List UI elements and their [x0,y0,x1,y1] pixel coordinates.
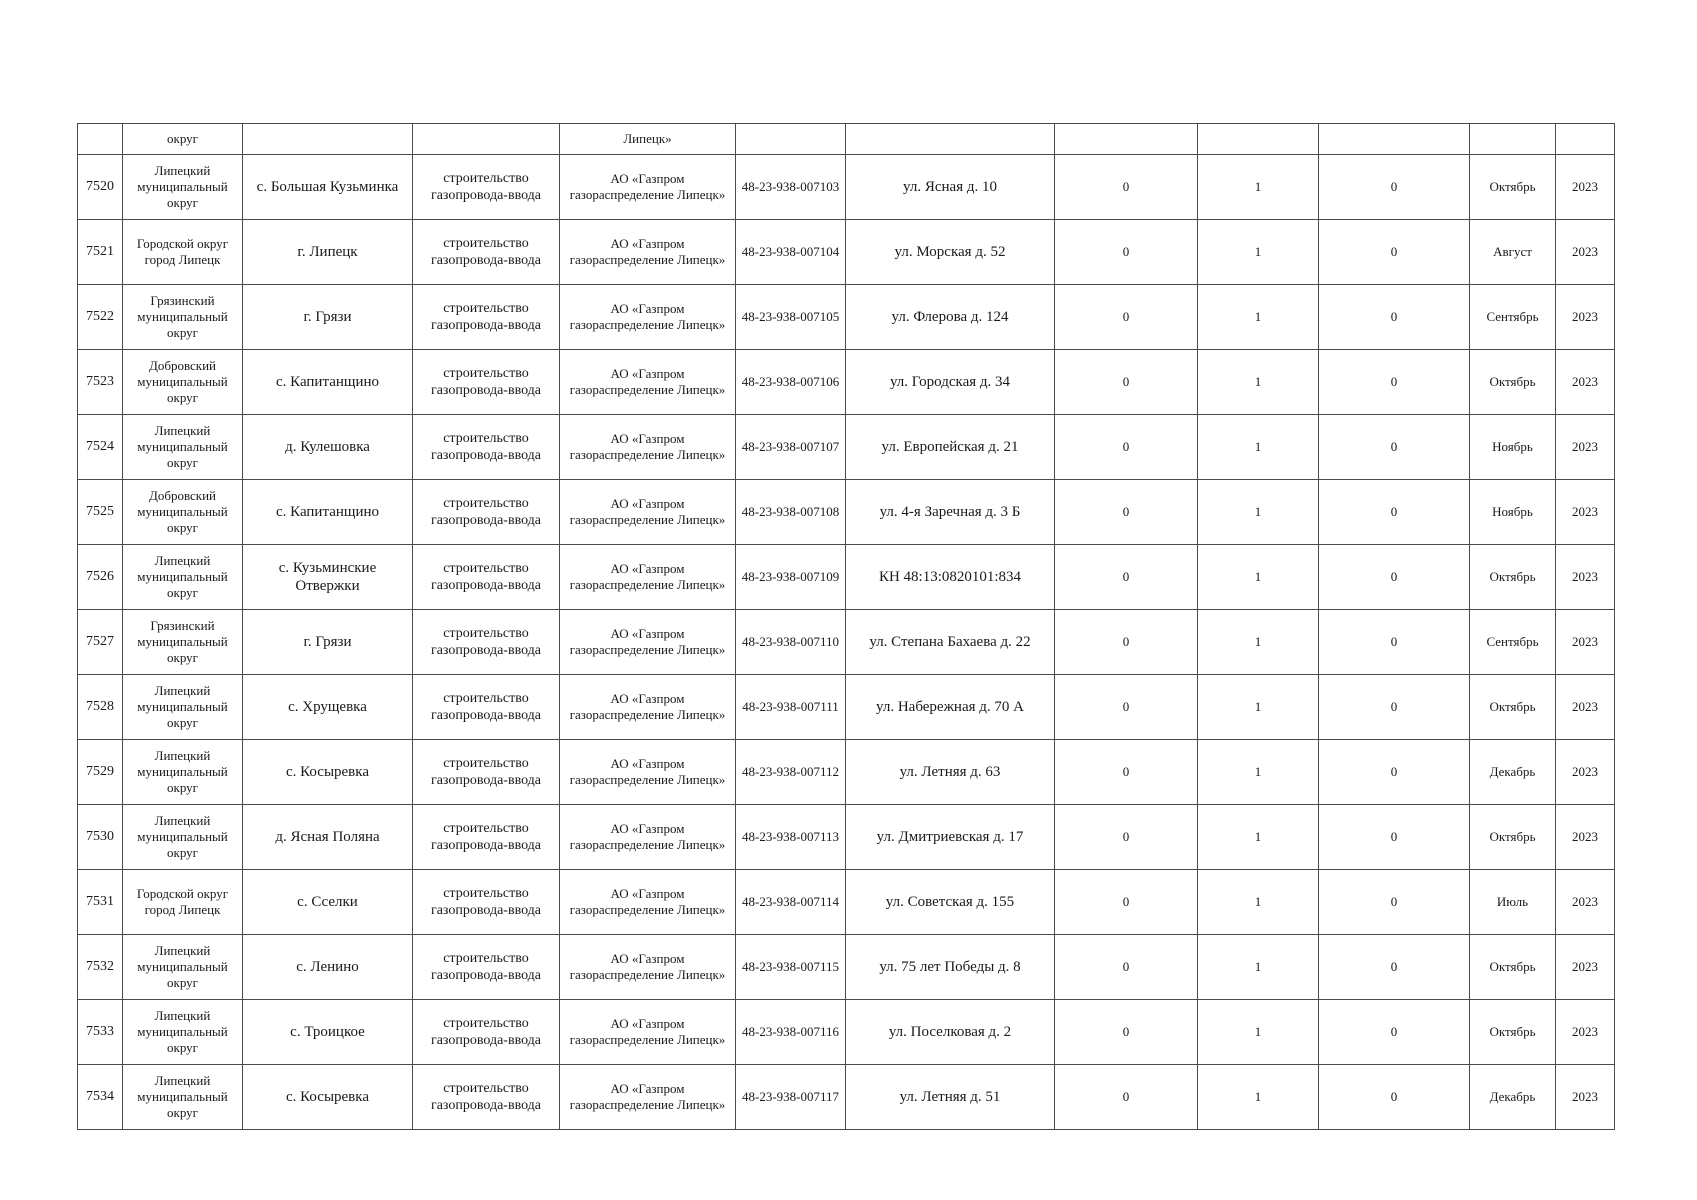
cell-district: Липецкий муниципальный округ [123,1065,243,1130]
cell-month: Декабрь [1470,740,1556,805]
cell-district: Городской округ город Липецк [123,220,243,285]
cell-locality [243,124,413,155]
cell-value-1: 0 [1055,220,1198,285]
cell-value-2: 1 [1198,740,1319,805]
cell-value-1: 0 [1055,350,1198,415]
cell-month: Сентябрь [1470,285,1556,350]
cell-work-type: строительство газопровода-ввода [413,870,560,935]
cell-district: Грязинский муниципальный округ [123,285,243,350]
cell-value-2: 1 [1198,545,1319,610]
cell-organization: АО «Газпром газораспределение Липецк» [560,675,736,740]
cell-value-2: 1 [1198,285,1319,350]
cell-value-3: 0 [1319,610,1470,675]
cell-year [1556,124,1615,155]
table-row [78,155,1615,220]
cell-year: 2023 [1556,675,1615,740]
cell-locality: с. Троицкое [243,1000,413,1065]
cell-address: ул. 4-я Заречная д. 3 Б [846,480,1055,545]
cell-value-2: 1 [1198,935,1319,1000]
cell-work-type: строительство газопровода-ввода [413,480,560,545]
cell-locality: д. Кулешовка [243,415,413,480]
cell-month: Октябрь [1470,805,1556,870]
cell-value-2: 1 [1198,220,1319,285]
cell-address: ул. Набережная д. 70 А [846,675,1055,740]
cell-year: 2023 [1556,740,1615,805]
cell-code: 48-23-938-007108 [736,480,846,545]
cell-number: 7520 [78,155,123,220]
cell-value-1: 0 [1055,870,1198,935]
cell-work-type: строительство газопровода-ввода [413,220,560,285]
cell-code: 48-23-938-007109 [736,545,846,610]
cell-organization: АО «Газпром газораспределение Липецк» [560,610,736,675]
cell-value-2: 1 [1198,350,1319,415]
cell-address: ул. Поселковая д. 2 [846,1000,1055,1065]
cell-year: 2023 [1556,545,1615,610]
cell-value-3: 0 [1319,935,1470,1000]
cell-work-type: строительство газопровода-ввода [413,675,560,740]
cell-address: ул. Степана Бахаева д. 22 [846,610,1055,675]
cell-month: Ноябрь [1470,415,1556,480]
cell-locality: г. Грязи [243,285,413,350]
cell-address: КН 48:13:0820101:834 [846,545,1055,610]
cell-address: ул. 75 лет Победы д. 8 [846,935,1055,1000]
cell-district: Грязинский муниципальный округ [123,610,243,675]
cell-month: Октябрь [1470,1000,1556,1065]
cell-month: Октябрь [1470,155,1556,220]
cell-month: Август [1470,220,1556,285]
cell-organization: АО «Газпром газораспределение Липецк» [560,285,736,350]
cell-locality: с. Косыревка [243,1065,413,1130]
cell-year: 2023 [1556,1000,1615,1065]
cell-organization: АО «Газпром газораспределение Липецк» [560,870,736,935]
cell-number: 7521 [78,220,123,285]
cell-value-2: 1 [1198,1000,1319,1065]
cell-number: 7534 [78,1065,123,1130]
cell-value-2: 1 [1198,480,1319,545]
table-row [78,610,1615,675]
cell-value-1: 0 [1055,675,1198,740]
cell-month: Июль [1470,870,1556,935]
cell-organization: АО «Газпром газораспределение Липецк» [560,480,736,545]
cell-code: 48-23-938-007107 [736,415,846,480]
cell-work-type: строительство газопровода-ввода [413,285,560,350]
table-row [78,740,1615,805]
cell-work-type: строительство газопровода-ввода [413,155,560,220]
cell-code: 48-23-938-007112 [736,740,846,805]
table-row [78,935,1615,1000]
cell-value-1: 0 [1055,545,1198,610]
cell-value-2: 1 [1198,675,1319,740]
cell-district: Добровский муниципальный округ [123,350,243,415]
cell-number: 7522 [78,285,123,350]
cell-address: ул. Европейская д. 21 [846,415,1055,480]
cell-code: 48-23-938-007117 [736,1065,846,1130]
cell-value-1: 0 [1055,1000,1198,1065]
cell-organization: АО «Газпром газораспределение Липецк» [560,1065,736,1130]
cell-number: 7530 [78,805,123,870]
cell-value-2: 1 [1198,155,1319,220]
cell-value-2: 1 [1198,870,1319,935]
cell-value-3: 0 [1319,285,1470,350]
cell-work-type: строительство газопровода-ввода [413,415,560,480]
cell-year: 2023 [1556,610,1615,675]
table-row [78,1065,1615,1130]
cell-value-3: 0 [1319,1000,1470,1065]
cell-value-1: 0 [1055,740,1198,805]
cell-value-2: 1 [1198,805,1319,870]
cell-address: ул. Советская д. 155 [846,870,1055,935]
cell-work-type [413,124,560,155]
cell-year: 2023 [1556,155,1615,220]
cell-address: ул. Флерова д. 124 [846,285,1055,350]
cell-organization: АО «Газпром газораспределение Липецк» [560,805,736,870]
cell-code: 48-23-938-007115 [736,935,846,1000]
cell-code: 48-23-938-007103 [736,155,846,220]
cell-work-type: строительство газопровода-ввода [413,935,560,1000]
cell-number: 7532 [78,935,123,1000]
cell-month: Октябрь [1470,545,1556,610]
cell-value-2: 1 [1198,415,1319,480]
cell-work-type: строительство газопровода-ввода [413,805,560,870]
cell-work-type: строительство газопровода-ввода [413,1065,560,1130]
cell-organization: АО «Газпром газораспределение Липецк» [560,1000,736,1065]
cell-month [1470,124,1556,155]
cell-number: 7524 [78,415,123,480]
cell-year: 2023 [1556,415,1615,480]
cell-year: 2023 [1556,1065,1615,1130]
continuation-row [78,124,1615,155]
cell-year: 2023 [1556,285,1615,350]
cell-address: ул. Городская д. 34 [846,350,1055,415]
cell-organization: АО «Газпром газораспределение Липецк» [560,350,736,415]
cell-month: Сентябрь [1470,610,1556,675]
cell-locality: д. Ясная Поляна [243,805,413,870]
cell-value-1: 0 [1055,610,1198,675]
cell-address: ул. Морская д. 52 [846,220,1055,285]
cell-value-3: 0 [1319,740,1470,805]
cell-value-2: 1 [1198,610,1319,675]
cell-district: округ [123,124,243,155]
cell-district: Липецкий муниципальный округ [123,805,243,870]
cell-number: 7526 [78,545,123,610]
cell-month: Октябрь [1470,675,1556,740]
cell-number: 7533 [78,1000,123,1065]
cell-code: 48-23-938-007106 [736,350,846,415]
cell-locality: г. Грязи [243,610,413,675]
cell-district: Липецкий муниципальный округ [123,740,243,805]
cell-locality: с. Большая Кузьминка [243,155,413,220]
cell-number: 7529 [78,740,123,805]
cell-code: 48-23-938-007105 [736,285,846,350]
gas-connection-table [77,123,1615,1130]
cell-organization: АО «Газпром газораспределение Липецк» [560,220,736,285]
cell-number: 7525 [78,480,123,545]
cell-number: 7523 [78,350,123,415]
cell-month: Октябрь [1470,350,1556,415]
table-row [78,415,1615,480]
cell-month: Октябрь [1470,935,1556,1000]
cell-value-1: 0 [1055,155,1198,220]
cell-district: Липецкий муниципальный округ [123,935,243,1000]
cell-value-3: 0 [1319,805,1470,870]
cell-work-type: строительство газопровода-ввода [413,1000,560,1065]
cell-organization: АО «Газпром газораспределение Липецк» [560,155,736,220]
cell-year: 2023 [1556,480,1615,545]
cell-district: Липецкий муниципальный округ [123,415,243,480]
cell-number: 7531 [78,870,123,935]
cell-address: ул. Летняя д. 63 [846,740,1055,805]
table-row [78,805,1615,870]
table-row [78,545,1615,610]
document-page [77,123,1615,1130]
cell-value-3: 0 [1319,675,1470,740]
cell-value-1: 0 [1055,415,1198,480]
cell-code: 48-23-938-007113 [736,805,846,870]
cell-value-3: 0 [1319,870,1470,935]
cell-code: 48-23-938-007104 [736,220,846,285]
cell-value-1: 0 [1055,1065,1198,1130]
table-row [78,480,1615,545]
cell-year: 2023 [1556,805,1615,870]
cell-value-2 [1198,124,1319,155]
table-row [78,350,1615,415]
cell-locality: с. Капитанщино [243,480,413,545]
cell-value-3: 0 [1319,415,1470,480]
cell-value-2: 1 [1198,1065,1319,1130]
cell-value-1 [1055,124,1198,155]
cell-address [846,124,1055,155]
cell-address: ул. Летняя д. 51 [846,1065,1055,1130]
table-row [78,1000,1615,1065]
cell-value-3 [1319,124,1470,155]
cell-value-3: 0 [1319,480,1470,545]
cell-locality: с. Сселки [243,870,413,935]
cell-organization: АО «Газпром газораспределение Липецк» [560,415,736,480]
table-row [78,675,1615,740]
cell-year: 2023 [1556,220,1615,285]
cell-value-3: 0 [1319,350,1470,415]
cell-district: Городской округ город Липецк [123,870,243,935]
cell-value-3: 0 [1319,545,1470,610]
table-row [78,285,1615,350]
cell-organization: АО «Газпром газораспределение Липецк» [560,740,736,805]
cell-work-type: строительство газопровода-ввода [413,740,560,805]
table-body [78,124,1615,1130]
cell-work-type: строительство газопровода-ввода [413,545,560,610]
cell-value-1: 0 [1055,935,1198,1000]
cell-organization: Липецк» [560,124,736,155]
table-row [78,220,1615,285]
cell-code: 48-23-938-007116 [736,1000,846,1065]
cell-month: Декабрь [1470,1065,1556,1130]
cell-organization: АО «Газпром газораспределение Липецк» [560,545,736,610]
cell-value-1: 0 [1055,805,1198,870]
cell-district: Добровский муниципальный округ [123,480,243,545]
cell-value-3: 0 [1319,155,1470,220]
cell-code [736,124,846,155]
cell-locality: г. Липецк [243,220,413,285]
cell-work-type: строительство газопровода-ввода [413,350,560,415]
cell-address: ул. Дмитриевская д. 17 [846,805,1055,870]
cell-address: ул. Ясная д. 10 [846,155,1055,220]
cell-value-3: 0 [1319,220,1470,285]
cell-year: 2023 [1556,350,1615,415]
cell-value-3: 0 [1319,1065,1470,1130]
cell-district: Липецкий муниципальный округ [123,545,243,610]
cell-locality: с. Хрущевка [243,675,413,740]
cell-month: Ноябрь [1470,480,1556,545]
cell-district: Липецкий муниципальный округ [123,675,243,740]
cell-district: Липецкий муниципальный округ [123,155,243,220]
cell-district: Липецкий муниципальный округ [123,1000,243,1065]
cell-value-1: 0 [1055,285,1198,350]
cell-code: 48-23-938-007111 [736,675,846,740]
cell-organization: АО «Газпром газораспределение Липецк» [560,935,736,1000]
cell-locality: с. Ленино [243,935,413,1000]
cell-code: 48-23-938-007114 [736,870,846,935]
cell-number: 7527 [78,610,123,675]
cell-value-1: 0 [1055,480,1198,545]
cell-locality: с. Кузьминские Отвержки [243,545,413,610]
cell-code: 48-23-938-007110 [736,610,846,675]
cell-year: 2023 [1556,935,1615,1000]
cell-locality: с. Косыревка [243,740,413,805]
cell-work-type: строительство газопровода-ввода [413,610,560,675]
table-row [78,870,1615,935]
cell-year: 2023 [1556,870,1615,935]
cell-locality: с. Капитанщино [243,350,413,415]
cell-number [78,124,123,155]
cell-number: 7528 [78,675,123,740]
